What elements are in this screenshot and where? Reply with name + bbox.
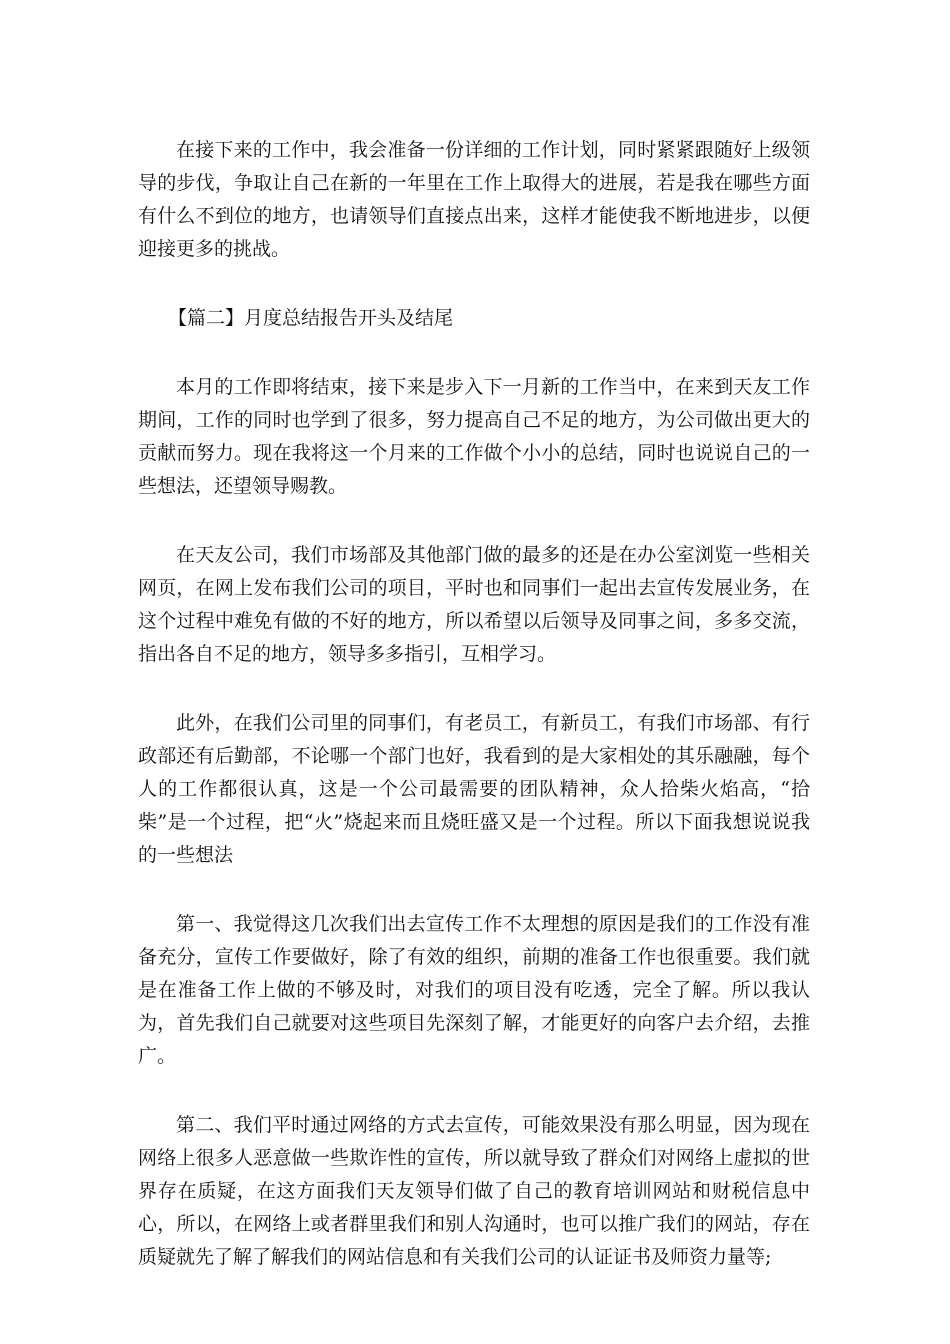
paragraph-month-ending: 本月的工作即将结束，接下来是步入下一月新的工作当中，在来到天友工作期间，工作的同时也学到了很多，努力提高自己不足的地方，为公司做出更大的贡献而努力。现在我将这一个月来的工作做个小小的总结，同时也说说自己的一些想法，还望领导赐教。 xyxy=(138,376,810,497)
section-heading-part-two: 【篇二】月度总结报告开头及结尾 xyxy=(168,307,454,329)
paragraph-tianyou-company: 在天友公司，我们市场部及其他部门做的最多的还是在办公室浏览一些相关网页，在网上发布我们公司的项目，平时也和同事们一起出去宣传发展业务，在这个过程中难免有做的不好的地方，所以希望以后领导及同事之间，多多交流，指出各自不足的地方，领导多多指引，互相学习。 xyxy=(138,544,810,665)
paragraph-work-plan: 在接下来的工作中，我会准备一份详细的工作计划，同时紧紧跟随好上级领导的步伐，争取让自己在新的一年里在工作上取得大的进展，若是我在哪些方面有什么不到位的地方，也请领导们直接点出来，这样才能使我不断地进步，以便迎接更多的挑战。 xyxy=(138,139,810,260)
document-body xyxy=(138,134,810,1310)
paragraph-point-two: 第二、我们平时通过网络的方式去宣传，可能效果没有那么明显，因为现在网络上很多人恶意做一些欺诈性的宣传，所以就导致了群众们对网络上虚拟的世界存在质疑，在这方面我们天友领导们做了自己的教育培训网站和财税信息中心，所以，在网络上或者群里我们和别人沟通时，也可以推广我们的网站，存在质疑就先了解了解我们的网站信息和有关我们公司的认证证书及师资力量等; xyxy=(138,1114,810,1268)
paragraph-point-one: 第一、我觉得这几次我们出去宣传工作不太理想的原因是我们的工作没有准备充分，宣传工作要做好，除了有效的组织，前期的准备工作也很重要。我们就是在准备工作上做的不够及时，对我们的项目没有吃透，完全了解。所以我认为，首先我们自己就要对这些项目先深刻了解，才能更好的向客户去介绍，去推广。 xyxy=(138,913,810,1067)
paragraph-colleagues: 此外，在我们公司里的同事们，有老员工，有新员工，有我们市场部、有行政部还有后勤部，不论哪一个部门也好，我看到的是大家相处的其乐融融，每个人的工作都很认真，这是一个公司最需要的团队精神，众人拾柴火焰高，“拾柴”是一个过程，把“火”烧起来而且烧旺盛又是一个过程。所以下面我想说说我的一些想法 xyxy=(138,712,810,866)
